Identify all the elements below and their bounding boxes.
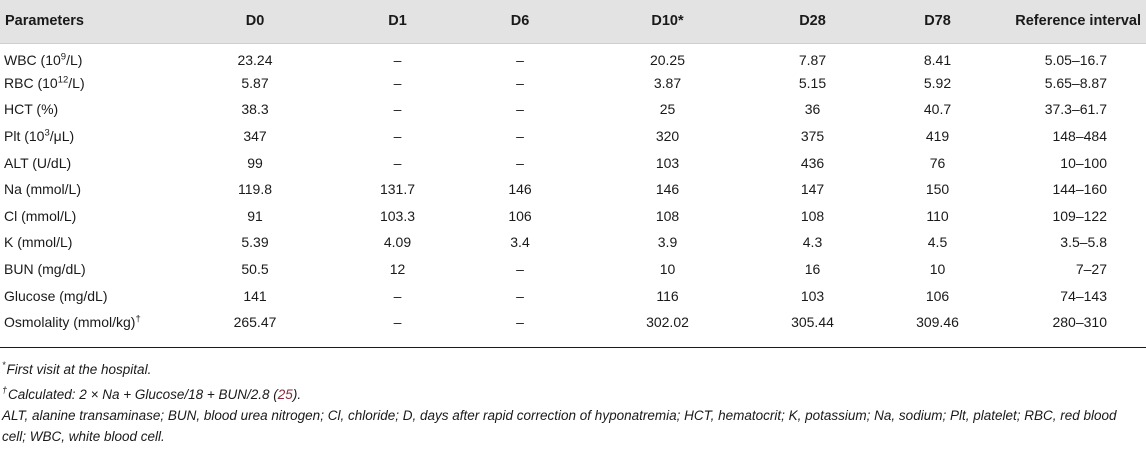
value-cell: 131.7 [379, 181, 416, 198]
value-cell: 76 [929, 154, 946, 171]
reference-interval-cell: 3.5–5.8 [1060, 234, 1107, 251]
unit-exponent: 9 [60, 50, 67, 62]
reference-interval-cell: 5.05–16.7 [1044, 51, 1107, 68]
footnote-abbreviations: ALT, alanine transaminase; BUN, blood urea nitrogen; Cl, chloride; D, days after rapid correction of hyponatremia; HCT, hematocrit; K, potassium; Na, sodium; Plt, platelet; RBC, red blood cell; WBC, white blood cell. [2, 408, 1117, 444]
value-cell: 108 [800, 207, 825, 224]
parameter-label: WBC (10 [4, 51, 61, 68]
value-cell: 12 [389, 261, 406, 278]
value-cell: 38.3 [241, 101, 269, 118]
table-footnotes [0, 355, 1140, 447]
footnote-dagger-close: ). [292, 387, 302, 402]
value-cell: 103 [655, 154, 680, 171]
parameter-label: RBC (10 [4, 74, 58, 91]
parameter-cell [0, 176, 175, 203]
parameter-label: BUN (mg/dL) [4, 261, 86, 278]
reference-link[interactable]: 25 [277, 387, 293, 402]
reference-interval-cell: 148–484 [1052, 128, 1107, 145]
value-cell: – [516, 287, 524, 304]
value-cell: – [516, 154, 524, 171]
parameter-cell [0, 43, 175, 70]
value-cell: – [516, 101, 524, 118]
unit-tail: /L) [68, 74, 85, 91]
value-cell: 116 [656, 287, 679, 304]
value-cell: 3.4 [510, 234, 530, 251]
table-row [0, 70, 1146, 97]
value-cell: 347 [243, 128, 267, 145]
value-cell: – [516, 51, 524, 68]
value-cell: 150 [925, 181, 950, 198]
parameter-cell [0, 149, 175, 176]
header-d28: D28 [755, 0, 870, 43]
reference-interval-cell: 280–310 [1052, 314, 1107, 331]
reference-interval-cell: 109–122 [1052, 207, 1107, 224]
parameter-cell [0, 256, 175, 283]
footnote-star [0, 355, 1140, 380]
value-cell: – [393, 101, 402, 118]
value-cell: 99 [247, 154, 263, 171]
parameter-cell [0, 229, 175, 256]
parameter-label: Na (mmol/L) [4, 181, 82, 198]
value-cell: 4.3 [802, 234, 823, 251]
value-cell: 309.46 [916, 314, 959, 331]
parameter-label: Glucose (mg/dL) [4, 287, 108, 304]
value-cell: 7.87 [798, 51, 827, 68]
value-cell: 4.5 [927, 234, 948, 251]
parameter-label: Plt (10 [4, 128, 45, 145]
value-cell: 36 [804, 101, 821, 118]
value-cell: 16 [804, 261, 821, 278]
value-cell: 8.41 [923, 51, 952, 68]
value-cell: 106 [508, 207, 532, 224]
value-cell: 147 [800, 181, 825, 198]
reference-interval-cell: 10–100 [1060, 154, 1107, 171]
table-row [0, 309, 1146, 336]
header-d6: D6 [460, 0, 580, 43]
table-row [0, 149, 1146, 176]
parameter-label: Osmolality (mmol/kg) [4, 314, 136, 331]
header-d1: D1 [335, 0, 460, 43]
value-cell: 4.09 [383, 234, 412, 251]
value-cell: – [516, 261, 524, 278]
table-body [0, 43, 1146, 336]
value-cell: 419 [925, 128, 950, 145]
header-row [0, 0, 1146, 43]
dagger-mark: † [2, 385, 8, 395]
reference-interval-cell: 74–143 [1060, 287, 1107, 304]
footnote-dagger [0, 380, 1140, 405]
header-reference-interval: Reference interval [1005, 0, 1146, 43]
value-cell: 3.87 [653, 74, 682, 91]
parameter-cell [0, 309, 175, 336]
footnote-star-text: First visit at the hospital. [6, 362, 152, 377]
value-cell: 119.8 [238, 181, 272, 198]
table-row [0, 123, 1146, 150]
value-cell: 10 [659, 261, 676, 278]
value-cell: 146 [655, 181, 680, 198]
parameter-cell [0, 123, 175, 150]
value-cell: 320 [655, 128, 680, 145]
value-cell: 305.44 [791, 314, 834, 331]
value-cell: 25 [659, 101, 676, 118]
value-cell: 5.92 [923, 74, 952, 91]
header-d78: D78 [870, 0, 1005, 43]
value-cell: 141 [243, 287, 267, 304]
value-cell: 10 [929, 261, 946, 278]
parameter-label: HCT (%) [4, 101, 59, 118]
parameter-label: K (mmol/L) [4, 234, 73, 251]
value-cell: 302.02 [646, 314, 689, 331]
value-cell: – [516, 128, 524, 145]
parameter-cell [0, 282, 175, 309]
value-cell: 23.24 [237, 51, 273, 68]
value-cell: 103 [800, 287, 825, 304]
star-mark: * [2, 360, 6, 370]
value-cell: 5.87 [241, 74, 269, 91]
table-row [0, 43, 1146, 70]
unit-exponent: † [135, 313, 141, 325]
value-cell: 110 [926, 207, 949, 224]
header-d10: D10* [580, 0, 755, 43]
reference-interval-cell: 7–27 [1075, 261, 1107, 278]
value-cell: – [393, 74, 402, 91]
table-row [0, 96, 1146, 123]
value-cell: 20.25 [649, 51, 686, 68]
value-cell: 106 [925, 287, 950, 304]
value-cell: 108 [655, 207, 680, 224]
table-bottom-rule [0, 347, 1146, 348]
reference-interval-cell: 37.3–61.7 [1044, 101, 1107, 118]
value-cell: 146 [508, 181, 532, 198]
table-row [0, 203, 1146, 230]
value-cell: – [516, 314, 524, 331]
table-row [0, 282, 1146, 309]
parameter-cell [0, 203, 175, 230]
value-cell: 3.9 [657, 234, 678, 251]
value-cell: 50.5 [241, 261, 269, 278]
value-cell: 265.47 [233, 314, 277, 331]
parameter-label: ALT (U/dL) [4, 154, 72, 171]
table-row [0, 229, 1146, 256]
header-d0: D0 [175, 0, 335, 43]
value-cell: 5.39 [241, 234, 269, 251]
footnote-dagger-text: Calculated: 2 × Na + Glucose/18 + BUN/2.8 ( [8, 387, 278, 402]
parameter-cell [0, 70, 175, 97]
value-cell: 40.7 [923, 101, 952, 118]
value-cell: 91 [247, 207, 263, 224]
unit-exponent: 3 [44, 127, 50, 139]
value-cell: 436 [800, 154, 825, 171]
value-cell: – [393, 154, 402, 171]
value-cell: 5.15 [798, 74, 827, 91]
table-row [0, 176, 1146, 203]
value-cell: – [393, 314, 402, 331]
value-cell: – [516, 74, 524, 91]
table-row [0, 256, 1146, 283]
reference-interval-cell: 5.65–8.87 [1044, 74, 1107, 91]
value-cell: 375 [800, 128, 825, 145]
unit-exponent: 12 [57, 74, 69, 86]
unit-tail: /μL) [49, 128, 75, 145]
reference-interval-cell: 144–160 [1052, 181, 1107, 198]
unit-tail: /L) [66, 51, 83, 68]
value-cell: 103.3 [379, 207, 416, 224]
header-parameters: Parameters [0, 0, 175, 43]
parameter-cell [0, 96, 175, 123]
value-cell: – [393, 287, 402, 304]
parameter-label: Cl (mmol/L) [4, 207, 77, 224]
value-cell: – [393, 128, 402, 145]
value-cell: – [393, 51, 402, 68]
